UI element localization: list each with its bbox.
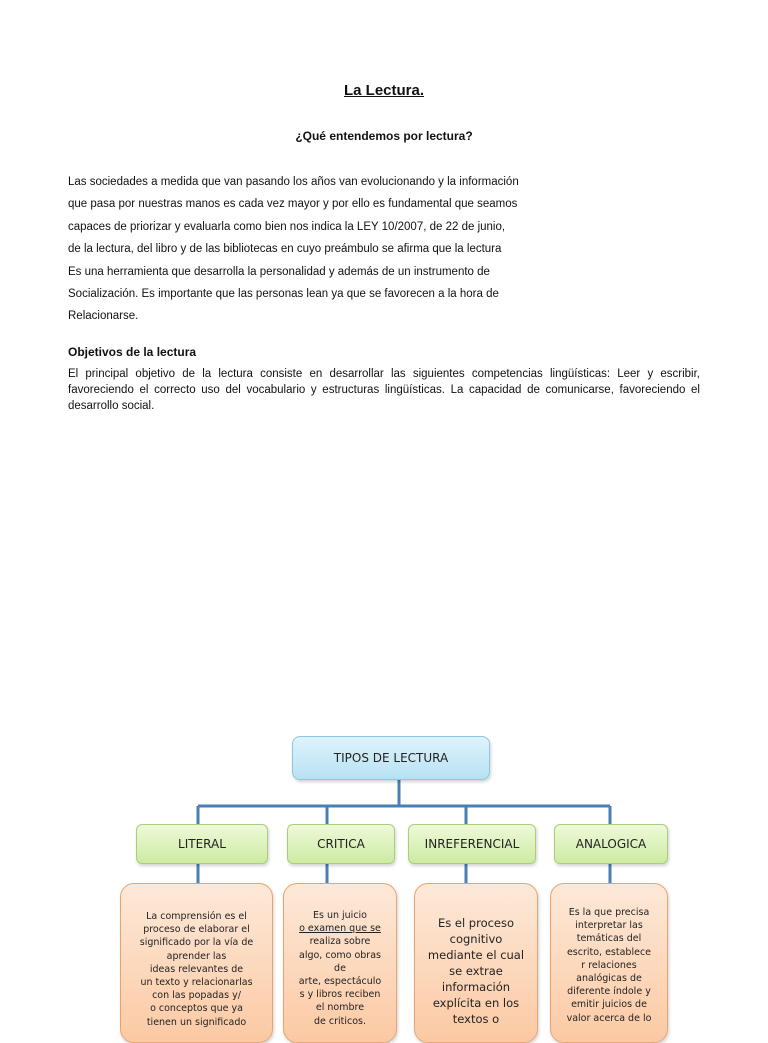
desc-line: textos o: [452, 1012, 500, 1026]
section-question: ¿Qué entendemos por lectura?: [295, 129, 473, 143]
desc-line: La comprensión es el: [146, 911, 247, 922]
desc-line: Es el proceso: [437, 916, 515, 930]
desc-line: significado por la vía de: [139, 937, 254, 949]
desc-line: valor acerca de lo: [566, 1012, 652, 1024]
diagram-connectors: [0, 700, 768, 900]
desc-line: o examen que se: [299, 923, 381, 935]
desc-line: ideas relevantes de: [149, 963, 244, 975]
desc-line: el nombre: [315, 1002, 365, 1014]
desc-line: de: [334, 962, 346, 974]
desc-line: con las popadas y/: [152, 990, 241, 1002]
desc-line: emitir juicios de: [571, 999, 647, 1011]
desc-line: mediante el cual: [427, 948, 525, 962]
desc-line: interpretar las: [575, 920, 643, 932]
desc-line: explícita en los: [432, 996, 520, 1010]
desc-line: información: [441, 980, 511, 994]
desc-line: Es un juicio: [312, 910, 367, 921]
intro-line: que pasa por nuestras manos es cada vez mayor y por ello es fundamental que seamos: [68, 198, 518, 211]
desc-line: o conceptos que ya: [150, 1003, 243, 1015]
desc-line: Es la que precisa: [568, 907, 650, 918]
objectives-paragraph: El principal objetivo de la lectura consiste en desarrollar las siguientes competencias lingüísticas: Leer y escribir, favoreciendo el correcto uso del vocabulario y estructuras lingüísticas. La capacidad de comunicarse, favoreciendo el desarrollo social.: [68, 368, 700, 412]
desc-node-inreferencial: [414, 883, 538, 1043]
diagram-root-node: TIPOS DE LECTURA: [292, 736, 490, 780]
desc-line: temáticas del: [576, 933, 642, 945]
intro-line: Relacionarse.: [68, 310, 139, 323]
type-node-critica: CRITICA: [287, 824, 395, 864]
desc-line: r relaciones: [581, 959, 637, 971]
desc-line: arte, espectáculo: [298, 976, 382, 988]
type-node-inreferencial: INREFERENCIAL: [408, 824, 536, 864]
desc-node-literal: [120, 883, 273, 1043]
intro-line: de la lectura, del libro y de las bibliotecas en cuyo preámbulo se afirma que la lectura: [68, 243, 502, 256]
desc-line: tienen un significado: [146, 1016, 247, 1028]
objectives-heading: Objetivos de la lectura: [68, 345, 197, 359]
desc-line: un texto y relacionarlas: [140, 977, 253, 989]
desc-line: de criticos.: [313, 1015, 367, 1027]
desc-line: algo, como obras: [299, 949, 381, 961]
desc-line: s y libros reciben: [299, 989, 381, 1001]
desc-line: analógicas de: [576, 973, 642, 985]
intro-line: Las sociedades a medida que van pasando los años van evolucionando y la información: [68, 176, 519, 188]
desc-node-analogica: [550, 883, 668, 1043]
desc-line: realiza sobre: [309, 936, 371, 948]
desc-line: diferente índole y: [567, 986, 651, 998]
desc-line: aprender las: [166, 950, 227, 962]
page-title: La Lectura.: [343, 82, 425, 99]
intro-line: Es una herramienta que desarrolla la personalidad y además de un instrumento de: [68, 265, 490, 278]
desc-node-critica: [283, 883, 397, 1043]
desc-line: proceso de elaborar el: [143, 924, 250, 936]
intro-line: Socialización. Es importante que las personas lean ya que se favorecen a la hora de: [68, 287, 499, 300]
desc-line: se extrae: [449, 964, 503, 978]
type-node-literal: LITERAL: [136, 824, 268, 864]
desc-line: escrito, establece: [566, 946, 652, 958]
intro-paragraph: [68, 174, 538, 331]
desc-line: cognitivo: [449, 932, 503, 946]
intro-line: capaces de priorizar y evaluarla como bien nos indica la LEY 10/2007, de 22 de junio,: [68, 220, 506, 233]
type-node-analogica: ANALOGICA: [554, 824, 668, 864]
